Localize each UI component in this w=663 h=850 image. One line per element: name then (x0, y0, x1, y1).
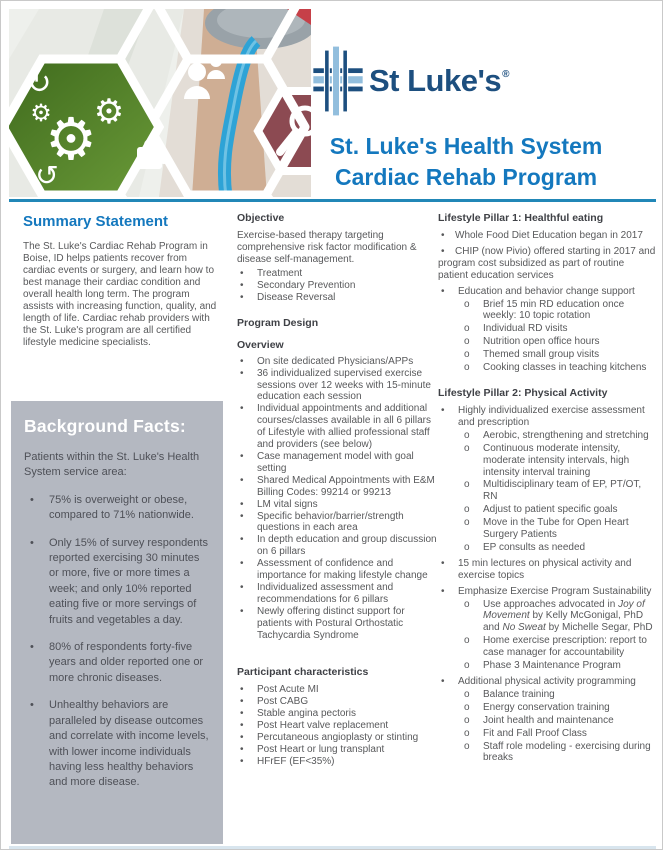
bullet-marker: • (240, 268, 244, 279)
list-item (438, 479, 656, 503)
list-item-text: Balance training (483, 688, 555, 700)
summary-text: The St. Luke's Cardiac Rehab Program in Boise, ID helps patients recover from cardiac events or surgery, and learn how to best manage their cardiac condition and overall health long term. The program assists with increasing function, quality, and length of life. Cardiac rehab providers with the St. Luke's program are all certified lifestyle medicine specialists. (23, 241, 217, 348)
pillar1-heading: Lifestyle Pillar 1: Healthful eating (438, 212, 604, 224)
summary-heading: Summary Statement (23, 213, 169, 230)
list-item (438, 689, 656, 701)
participant-heading: Participant characteristics (237, 666, 369, 679)
list-item-text: Brief 15 min RD education once weekly: 10 topic rotation (483, 298, 625, 322)
list-item-text: Education and behavior change support (458, 285, 635, 297)
list-item (438, 728, 656, 740)
list-item (237, 451, 439, 475)
circle-marker: o (464, 429, 470, 441)
list-item-text: Case management model with goal setting (257, 450, 414, 474)
list-item (438, 586, 656, 598)
list-item-text: 15 min lectures on physical activity and exercise topics (458, 557, 632, 581)
bullet-marker: • (240, 355, 244, 367)
bullet-marker: • (441, 230, 445, 241)
circle-marker: o (464, 688, 470, 700)
pillar1-list (438, 230, 656, 374)
list-item-text: HFrEF (EF<35%) (257, 755, 335, 767)
list-item (237, 756, 439, 768)
list-item-text: 36 individualized supervised exercise sessions over 12 weeks with 15-minute education each session (257, 367, 431, 403)
list-item (438, 715, 656, 727)
list-item (438, 230, 656, 242)
list-item-text: EP consults as needed (483, 541, 586, 553)
circle-marker: o (464, 660, 470, 672)
gear-icon: ⚙ (45, 105, 97, 173)
list-item-text: Treatment (257, 268, 303, 279)
title-line-1: St. Luke's Health System (329, 133, 603, 159)
registered-mark: ® (502, 69, 509, 80)
list-item-text: 75% is overweight or obese, compared to 71% nationwide. (49, 493, 194, 522)
gear-icon: ⚙ (30, 99, 52, 127)
list-item-text: On site dedicated Physicians/APPs (257, 355, 414, 367)
list-item (237, 499, 439, 511)
bullet-marker: • (240, 474, 244, 486)
circle-marker: o (464, 517, 470, 529)
list-item-text: Individual RD visits (483, 323, 568, 335)
bullet-marker: • (441, 404, 445, 416)
list-item-text: Whole Food Diet Education began in 2017 (455, 230, 643, 241)
page-title (301, 131, 631, 193)
refresh-cw-icon: ↻ (26, 66, 52, 101)
list-item-text: In depth education and group discussion on 6 pillars (257, 534, 437, 558)
summary-section (23, 213, 217, 351)
list-item (438, 558, 656, 582)
bullet-marker: • (240, 755, 244, 767)
objective-text: Exercise-based therapy targeting comprehensive risk factor modification & disease self-management. (237, 230, 417, 265)
bullet-marker: • (240, 291, 244, 303)
list-item (237, 268, 439, 280)
list-item-text: LM vital signs (257, 498, 318, 510)
list-item-text: CHIP (now Pivio) offered starting in 2017 and program cost subsidized as part of routine patient education services (438, 245, 656, 281)
circle-marker: o (464, 479, 470, 491)
bullet-marker: • (240, 744, 244, 755)
list-item (438, 599, 656, 635)
facts-list (24, 493, 210, 791)
collage-graphic (9, 9, 311, 197)
list-item-text: Post Heart or lung transplant (257, 744, 385, 755)
list-item-text: Percutaneous angioplasty or stinting (257, 732, 419, 744)
list-item (237, 720, 439, 732)
program-design-heading: Program Design (237, 316, 319, 329)
list-item (438, 246, 656, 282)
facts-heading: Background Facts: (24, 416, 186, 436)
list-item (438, 542, 656, 554)
list-item (237, 558, 439, 582)
list-item-text: Adjust to patient specific goals (483, 504, 618, 516)
list-item (237, 280, 439, 292)
list-item (438, 323, 656, 335)
bullet-marker: • (441, 285, 445, 297)
circle-marker: o (464, 323, 470, 335)
pillar2-heading: Lifestyle Pillar 2: Physical Activity (438, 386, 608, 399)
list-item-text: Aerobic, strengthening and stretching (483, 429, 649, 441)
list-item-text: Individualized assessment and recommendations for 6 pillars (257, 581, 394, 605)
objective-list (237, 268, 439, 304)
overview-heading: Overview (237, 338, 284, 351)
gear-icon: ⚙ (93, 92, 125, 132)
circle-marker: o (464, 714, 470, 726)
list-item-text: Post Heart valve replacement (257, 720, 389, 732)
pillar2-list (438, 405, 656, 764)
bullet-marker: • (240, 684, 244, 696)
list-item (438, 702, 656, 714)
list-item-text: Additional physical activity programming (458, 676, 636, 687)
bullet-marker: • (30, 536, 34, 549)
list-item-text: Shared Medical Appointments with E&M Billing Codes: 99214 or 99213 (257, 474, 435, 498)
circle-marker: o (464, 362, 470, 374)
participant-list (237, 684, 439, 767)
bullet-marker: • (441, 557, 445, 569)
list-item-text: Energy conservation training (483, 701, 610, 713)
overview-list (237, 356, 439, 642)
list-item (438, 336, 656, 348)
list-item (237, 475, 439, 499)
list-item-text: Stable angina pectoris (257, 708, 356, 720)
list-item-text: Only 15% of survey respondents reported exercising 30 minutes or more, five or more times a week; and only 10% reported eating five or more servings of fruits and vegetables a day. (49, 536, 208, 626)
bullet-marker: • (240, 510, 244, 522)
logo-text: St Luke's (369, 63, 502, 98)
title-line-2: Cardiac Rehab Program (334, 164, 598, 190)
list-item (237, 732, 439, 744)
list-item (237, 708, 439, 720)
bullet-marker: • (240, 534, 244, 546)
list-item-text: Use approaches advocated in Joy of Movement by Kelly McGonigal, PhD and No Sweat by Michelle Segar, PhD (483, 598, 653, 634)
circle-marker: o (464, 442, 470, 454)
list-item-text: Cooking classes in teaching kitchens (483, 362, 647, 374)
bullet-marker: • (240, 605, 244, 617)
list-item-text: Post CABG (257, 696, 309, 708)
list-item (24, 536, 210, 628)
circle-marker: o (464, 298, 470, 310)
list-item (438, 430, 656, 442)
bullet-marker: • (441, 676, 445, 687)
list-item (438, 741, 656, 765)
list-item (237, 403, 439, 451)
bullet-marker: • (240, 450, 244, 462)
list-item-text: Secondary Prevention (257, 279, 356, 291)
list-item (438, 635, 656, 659)
list-item (237, 684, 439, 696)
bullet-marker: • (30, 641, 34, 654)
background-facts-box (11, 401, 223, 844)
bullet-marker: • (240, 720, 244, 732)
list-item-text: Fit and Fall Proof Class (483, 727, 587, 739)
list-item (24, 493, 210, 524)
list-item-text: Specific behavior/barrier/strength questions in each area (257, 510, 404, 534)
circle-marker: o (464, 635, 470, 647)
facts-intro: Patients within the St. Luke's Health System service area: (24, 451, 200, 479)
list-item-text: Unhealthy behaviors are paralleled by disease outcomes and correlate with income levels, with lower income individuals having less healthy behaviors and more disease. (49, 699, 209, 789)
list-item-text: Phase 3 Maintenance Program (483, 660, 621, 672)
list-item (237, 511, 439, 535)
stlukes-logo (313, 45, 509, 117)
list-item-text: Individual appointments and additional courses/classes available in all 6 pillars of Lifestyle with allied professional staff and providers (see below) (257, 403, 431, 451)
bullet-marker: • (30, 699, 34, 712)
list-item-text: Newly offering distinct support for patients with Postural Orthostatic Tachycardia Syndrome (257, 605, 405, 641)
list-item (438, 676, 656, 688)
list-item (237, 582, 439, 606)
circle-marker: o (464, 541, 470, 553)
objective-heading: Objective (237, 212, 285, 224)
circle-marker: o (464, 701, 470, 713)
list-item (438, 443, 656, 479)
list-item (438, 405, 656, 429)
bullet-marker: • (240, 367, 244, 379)
header-divider (9, 199, 656, 202)
list-item (438, 504, 656, 516)
bullet-marker: • (240, 732, 244, 744)
circle-marker: o (464, 504, 470, 516)
list-item (438, 660, 656, 672)
list-item (237, 534, 439, 558)
list-item (438, 299, 656, 323)
circle-marker: o (464, 740, 470, 752)
bullet-marker: • (240, 403, 244, 415)
list-item-text: Multidisciplinary team of EP, PT/OT, RN (483, 479, 642, 503)
list-item-text: Disease Reversal (257, 291, 336, 303)
header-collage (9, 9, 311, 197)
bottom-edge (9, 846, 656, 850)
list-item-text: Assessment of confidence and importance for making lifestyle change (257, 558, 428, 582)
list-item-text: Nutrition open office hours (483, 336, 600, 348)
list-item (237, 356, 439, 368)
list-item-text: Joint health and maintenance (483, 714, 614, 726)
bullet-marker: • (441, 245, 445, 257)
list-item-text: Highly individualized exercise assessment and prescription (458, 404, 645, 428)
bullet-marker: • (30, 493, 34, 506)
list-item-text: Staff role modeling - exercising during breaks (483, 740, 651, 764)
refresh-ccw-icon: ↺ (35, 159, 59, 192)
program-column (237, 212, 439, 768)
list-item-text: Continuous moderate intensity, moderate intensity intervals, high intensity interval training (483, 442, 630, 478)
list-item (237, 292, 439, 304)
bullet-marker: • (240, 581, 244, 593)
list-item (438, 362, 656, 374)
bullet-marker: • (240, 708, 244, 720)
circle-marker: o (464, 598, 470, 610)
circle-marker: o (464, 727, 470, 739)
list-item-text: 80% of respondents forty-five years and older reported one or more chronic diseases. (49, 641, 204, 684)
list-item-text: Home exercise prescription: report to case manager for accountability (483, 635, 647, 659)
bullet-marker: • (240, 498, 244, 510)
bullet-marker: • (441, 585, 445, 597)
bullet-marker: • (240, 279, 244, 291)
list-item (237, 696, 439, 708)
list-item (237, 368, 439, 404)
circle-marker: o (464, 336, 470, 348)
bullet-marker: • (240, 558, 244, 570)
pillars-column (438, 212, 656, 764)
list-item-text: Themed small group visits (483, 349, 600, 361)
stlukes-cross-icon (313, 46, 363, 116)
list-item (24, 640, 210, 686)
list-item-text: Emphasize Exercise Program Sustainability (458, 585, 652, 597)
list-item-text: Post Acute MI (257, 684, 319, 696)
list-item (438, 517, 656, 541)
list-item-text: Move in the Tube for Open Heart Surgery Patients (483, 517, 629, 541)
list-item (237, 744, 439, 756)
list-item (438, 349, 656, 361)
list-item (24, 698, 210, 790)
circle-marker: o (464, 349, 470, 361)
bullet-marker: • (240, 696, 244, 708)
list-item (237, 606, 439, 642)
list-item (438, 286, 656, 298)
logo-wordmark (369, 63, 509, 99)
